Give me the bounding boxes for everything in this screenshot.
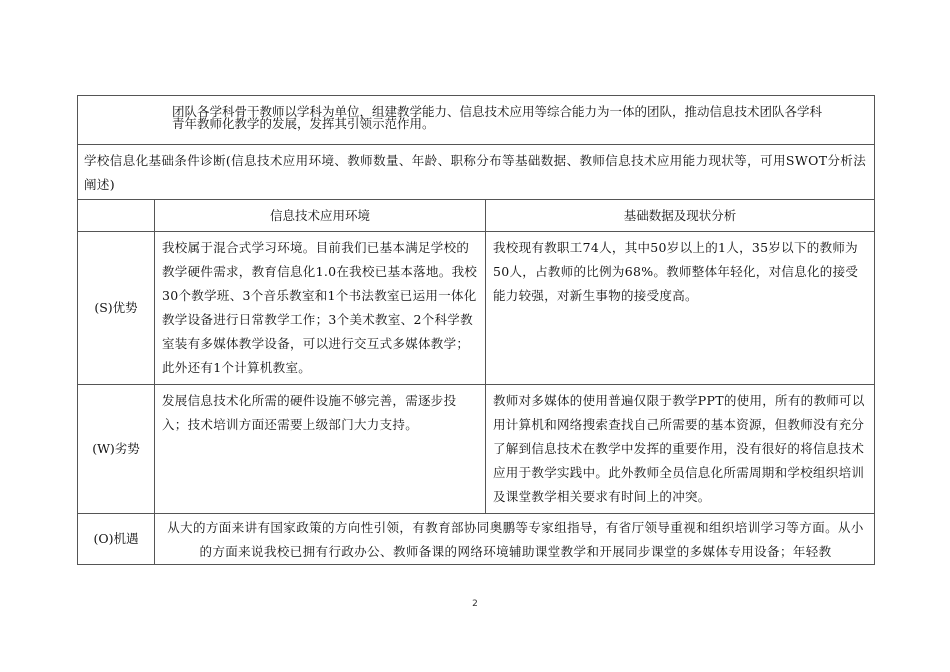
strength-env: 我校属于混合式学习环境。目前我们已基本满足学校的教学硬件需求，教育信息化1.0在我校已基本落地。我校30个教学班、3个音乐教室和1个书法教室已运用一体化教学设备进行日常教学工作；3个美术教室、2个科学教室装有多媒体教学设备，可以进行交互式多媒体教学；此外还有1个计算机教室。: [155, 232, 486, 385]
diagnosis-heading: 学校信息化基础条件诊断(信息技术应用环境、教师数量、年龄、职称分布等基础数据、教师信息技术应用能力现状等，可用SWOT分析法阐述): [78, 145, 875, 200]
header-blank: [78, 200, 155, 232]
weakness-row: [78, 385, 875, 514]
weakness-label: (W)劣势: [78, 385, 155, 514]
team-cell: [78, 96, 875, 145]
weakness-data: 教师对多媒体的使用普遍仅限于教学PPT的使用，所有的教师可以用计算机和网络搜索查找自己所需要的基本资源，但教师没有充分了解到信息技术在教学中发挥的重要作用，没有很好的将信息技术应用于教学实践中。此外教师全员信息化所需周期和学校组织培训及课堂教学相关要求有时间上的冲突。: [486, 385, 875, 514]
page-number: 2: [472, 599, 478, 609]
diagnosis-row: [78, 145, 875, 200]
column-header-row: [78, 200, 875, 232]
header-env: 信息技术应用环境: [155, 200, 486, 232]
opportunity-label: (O)机遇: [78, 514, 155, 565]
strength-data: 我校现有教职工74人，其中50岁以上的1人，35岁以下的教师为50人，占教师的比例为68%。教师整体年轻化，对信息化的接受能力较强，对新生事物的接受度高。: [486, 232, 875, 385]
opportunity-text: 从大的方面来讲有国家政策的方向性引领，有教育部协同奥鹏等专家组指导，有省厅领导重视和组织培训学习等方面。从小的方面来说我校已拥有行政办公、教师备课的网络环境辅助课堂教学和开展同步课堂的多媒体专用设备；年轻教: [155, 514, 875, 565]
opportunity-row: [78, 514, 875, 565]
strength-label: (S)优势: [78, 232, 155, 385]
team-text-line1: 团队各学科骨干教师以学科为单位，组建教学能力、信息技术应用等综合能力为一体的团队，推动信息技术团队各学科: [172, 104, 823, 119]
team-text-line2: 青年教师化教学的发展，发挥其引领示范作用。: [172, 116, 435, 131]
strength-row: [78, 232, 875, 385]
header-data: 基础数据及现状分析: [486, 200, 875, 232]
weakness-env: 发展信息技术化所需的硬件设施不够完善，需逐步投入；技术培训方面还需要上级部门大力支持。: [155, 385, 486, 514]
team-row: [78, 96, 875, 145]
swot-table: [77, 95, 875, 565]
